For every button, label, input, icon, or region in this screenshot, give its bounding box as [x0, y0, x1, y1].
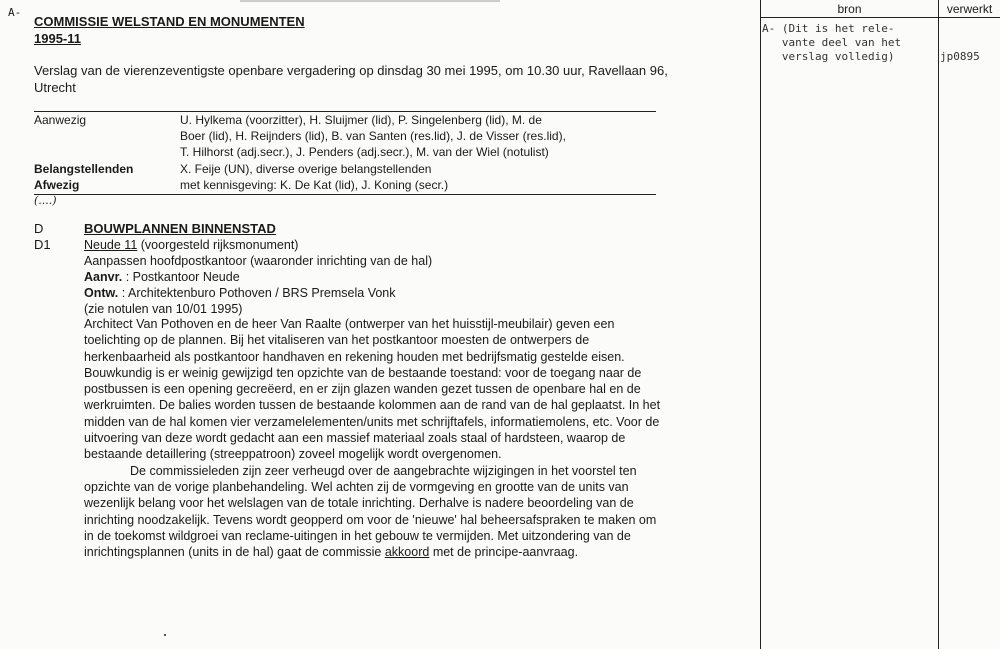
- scan-edge-line: [240, 0, 500, 2]
- ontwerper-label: Ontw.: [84, 286, 119, 300]
- item-code: D1: [34, 237, 51, 252]
- divider-bottom: [34, 194, 656, 195]
- reference-note: (zie notulen van 10/01 1995): [84, 302, 243, 316]
- afwezig-label: Afwezig: [34, 178, 80, 192]
- side-table-header-rule: [761, 17, 1000, 18]
- aanwezig-line: Boer (lid), H. Reijnders (lid), B. van Santen (res.lid), J. de Visser (res.lid),: [180, 129, 566, 143]
- verwerkt-column-header: verwerkt: [946, 2, 993, 16]
- aanvrager-line: [84, 269, 240, 285]
- item-address-note: (voorgesteld rijksmonument): [137, 238, 299, 252]
- belangstellenden-label: Belangstellenden: [34, 162, 134, 176]
- paragraph-2: [84, 463, 664, 561]
- aanvrager-label: Aanvr.: [84, 270, 123, 284]
- aanwezig-line: T. Hilhorst (adj.secr.), J. Penders (adj.secr.), M. van der Wiel (notulist): [180, 145, 549, 159]
- aanwezig-list: [180, 112, 660, 160]
- minutes-body: [84, 316, 664, 560]
- ontwerper-line: [84, 285, 396, 301]
- margin-marker: A-: [8, 6, 22, 19]
- paragraph-2-text: De commissieleden zijn zeer verheugd over de aangebrachte wijzigingen in het voorstel ten opzichte van de vorige planbehandeling. Wel achten zij de vormgeving en grootte van de units van wezenlijk belang voor het welslagen van de totale inrichting. Derhalve is nadere beoordeling van de inrichting noodzakelijk. Tevens wordt geopperd om voor de 'nieuwe' hal beheersafspraken te maken om in de toekomst wildgroei van reclame-uitingen in het gebouw te vermijden. Met uitzondering van de inrichtingsplannen (units in de hal) gaat de commissie: [84, 463, 657, 560]
- bron-note: A- (Dit is het rele- vante deel van het verslag volledig): [762, 22, 902, 63]
- afwezig-value: met kennisgeving: K. De Kat (lid), J. Koning (secr.): [180, 178, 449, 192]
- ontwerper-value: : Architektenburo Pothoven / BRS Premsela Vonk: [118, 286, 396, 300]
- belangstellenden-value: X. Feije (UN), diverse overige belangstellenden: [180, 162, 432, 176]
- side-table-column-divider: [938, 0, 939, 649]
- handwritten-ellipsis: (....): [34, 194, 57, 207]
- verwerkt-reference: jp0895: [940, 50, 980, 63]
- akkoord-keyword: akkoord: [384, 545, 430, 560]
- bron-column-header: bron: [837, 2, 862, 16]
- section-title: BOUWPLANNEN BINNENSTAD: [84, 221, 276, 236]
- aanwezig-line: U. Hylkema (voorzitter), H. Sluijmer (lid), P. Singelenberg (lid), M. de: [180, 113, 542, 127]
- intro-text: Verslag van de vierenzeventigste openbare vergadering op dinsdag 30 mei 1995, om 10.30 uur, Ravellaan 96, Utrecht: [34, 63, 668, 95]
- paragraph-2-end: met de principe-aanvraag.: [429, 545, 579, 560]
- paragraph-1: Architect Van Pothoven en de heer Van Raalte (ontwerper van het huisstijl-meubilair) geven een toelichting op de plannen. Bij het vitaliseren van het postkantoor moesten de ontwerpers de herkenbaarheid als postkantoor handhaven en rekening houden met bedrijfsmatig gestelde eisen. Bouwkundig is er weinig gewijzigd ten opzichte van de bestaande toestand: voor de toegang naar de postbussen is een opening gecreëerd, en er zijn glazen wanden gezet tussen de openbare hal en de werkruimten. De balies worden tussen de bestaande kolommen aan de rand van de hal geplaatst. In het midden van de hal komen vier verzamelelementen/units met schrijftafels, informatiemolens, etc. Voor de uitvoering van deze wordt gedacht aan een massief materiaal zoals staal of hardsteen, waarop de bestaande detaillering (streeppatroon) zoveel mogelijk wordt overgenomen.: [84, 317, 661, 462]
- document-title: COMMISSIE WELSTAND EN MONUMENTEN: [34, 14, 305, 29]
- document-subtitle: 1995-11: [34, 31, 81, 46]
- item-description: Aanpassen hoofdpostkantoor (waaronder inrichting van de hal): [84, 254, 433, 268]
- section-code: D: [34, 221, 44, 236]
- item-address: Neude 11: [84, 238, 138, 252]
- aanvrager-value: : Postkantoor Neude: [122, 270, 240, 284]
- aanwezig-label: Aanwezig: [34, 113, 87, 127]
- item-heading: [84, 237, 298, 253]
- side-table-left-border: [760, 0, 761, 649]
- scan-speck: [164, 634, 166, 636]
